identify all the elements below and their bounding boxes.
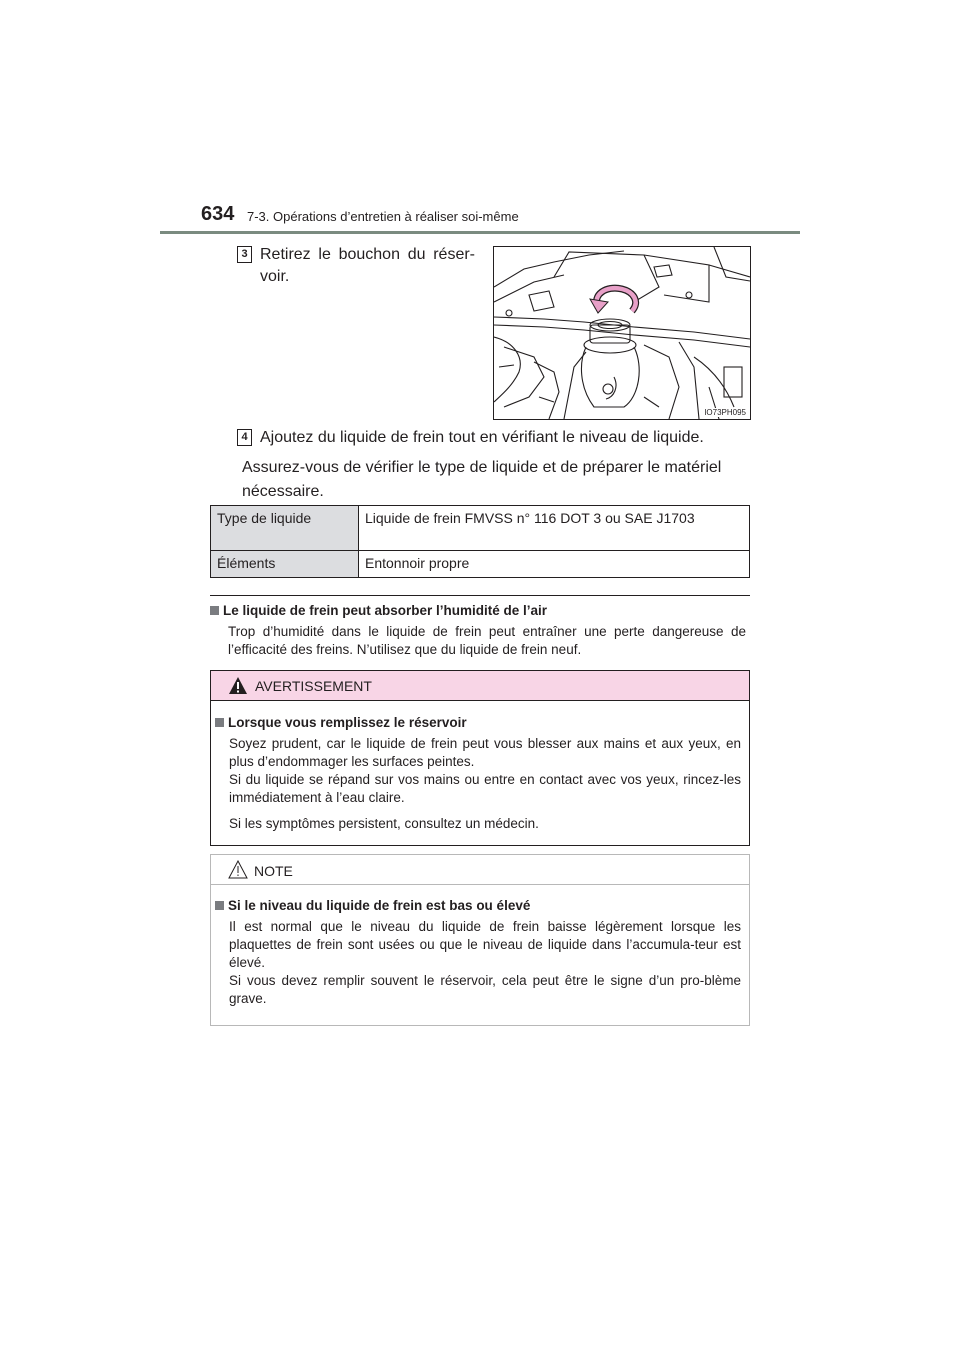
info-title (210, 603, 547, 618)
engine-bay-drawing (494, 247, 750, 419)
note-paragraph: Il est normal que le niveau du liquide de frein baisse légèrement lorsque les plaquettes de frein sont usées ou que le niveau de liquide dans l’accumula-teur est élevé. (229, 919, 741, 970)
step-3-text: Retirez le bouchon du réser-voir. (260, 246, 475, 285)
brake-reservoir-illustration (493, 246, 751, 420)
caution-triangle-icon (228, 860, 248, 879)
warning-title (215, 715, 467, 730)
table-value-fluid-type: Liquide de frein FMVSS n° 116 DOT 3 ou SAE J1703 (359, 506, 750, 551)
note-body (229, 918, 741, 1008)
square-bullet-icon (215, 718, 224, 727)
step-4-note: Assurez-vous de vérifier le type de liquide et de préparer le matériel nécessaire. (242, 459, 722, 500)
step-4-text: Ajoutez du liquide de frein tout en vérifiant le niveau de liquide. (260, 429, 704, 446)
info-title-text: Le liquide de frein peut absorber l’humidité de l’air (223, 603, 548, 618)
table-label-fluid-type: Type de liquide (211, 506, 359, 551)
note-box (210, 854, 750, 1026)
note-title-text: Si le niveau du liquide de frein est bas ou élevé (228, 898, 531, 913)
header-divider (160, 231, 800, 234)
warning-paragraph: Si les symptômes persistent, consultez un médecin. (229, 816, 539, 831)
warning-title-text: Lorsque vous remplissez le réservoir (228, 715, 467, 730)
table-row (211, 506, 750, 551)
note-header (211, 855, 749, 885)
step-4-number: 4 (237, 429, 252, 446)
warning-header (211, 671, 749, 701)
table-row (211, 551, 750, 578)
page-number: 634 (201, 203, 235, 225)
warning-paragraph: Soyez prudent, car le liquide de frein peut vous blesser aux mains et aux yeux, en plus d’endommager les surfaces peintes. (229, 736, 741, 769)
table-value-items: Entonnoir propre (359, 551, 750, 578)
note-label: NOTE (254, 863, 293, 879)
warning-body (229, 735, 741, 833)
fluid-spec-table (210, 505, 750, 578)
warning-paragraph: Si du liquide se répand sur vos mains ou entre en contact avec vos yeux, rincez-les immédiatement à l’eau claire. (229, 772, 741, 805)
section-title: 7-3. Opérations d’entretien à réaliser soi-même (247, 209, 519, 224)
step-3-number: 3 (237, 246, 252, 263)
note-title (215, 898, 530, 913)
warning-box (210, 670, 750, 846)
rotation-arrow (590, 288, 636, 313)
table-label-items: Éléments (211, 551, 359, 578)
warning-label: AVERTISSEMENT (255, 678, 372, 694)
note-paragraph: Si vous devez remplir souvent le réservoir, cela peut être le signe d’un pro-blème grave. (229, 973, 741, 1006)
square-bullet-icon (210, 606, 219, 615)
warning-triangle-icon (228, 676, 248, 695)
figure-code: IO73PH095 (704, 408, 746, 417)
info-body: Trop d’humidité dans le liquide de frein peut entraîner une perte dangereuse de l’efficacité des freins. N’utilisez que du liquide de frein neuf. (228, 624, 746, 657)
section-divider (210, 595, 750, 596)
square-bullet-icon (215, 901, 224, 910)
